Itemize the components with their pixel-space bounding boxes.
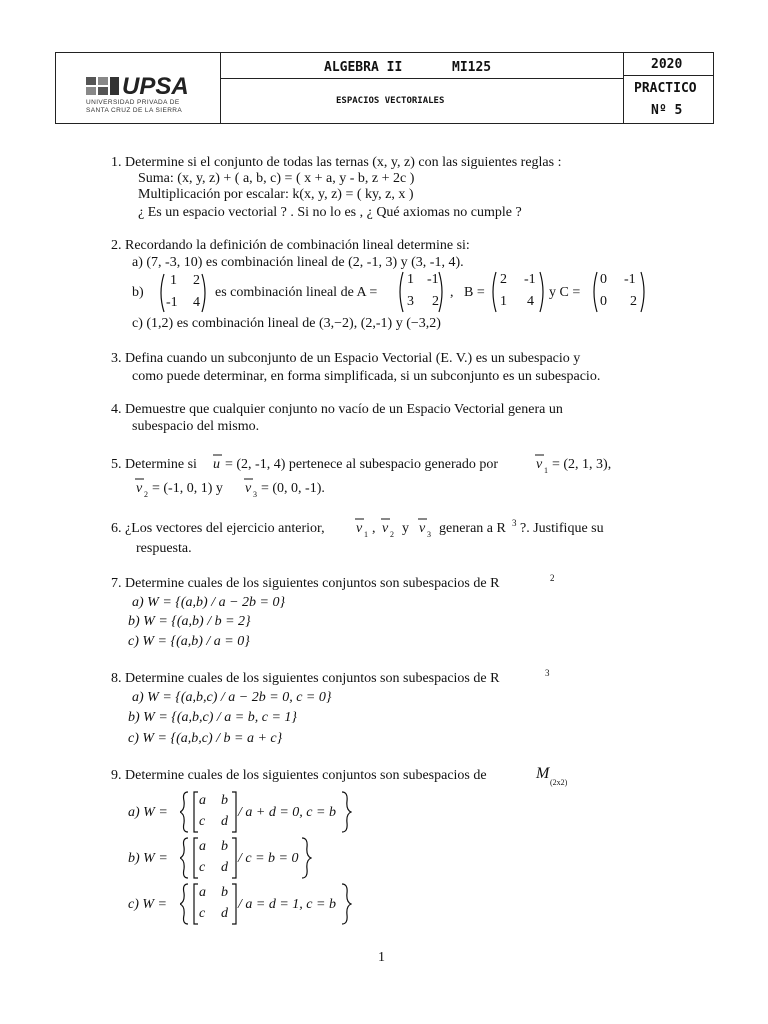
set-brace <box>340 790 352 834</box>
matrix-c-label: y C = <box>549 285 581 300</box>
matrix-entry: c <box>199 860 206 875</box>
matrix-entry: 1 <box>170 273 177 288</box>
logo-subtitle: SANTA CRUZ DE LA SIERRA <box>86 107 183 114</box>
matrix-entry: a <box>199 793 206 808</box>
vector-v: v <box>356 521 363 536</box>
upsa-logo-mark-icon <box>86 75 120 97</box>
matrix-entry: -1 <box>427 272 439 287</box>
q9-line: 9. Determine cuales de los siguientes conjuntos son subespacios de <box>111 768 487 783</box>
q1-line: 1. Determine si el conjunto de todas las ternas (x, y, z) con las siguientes reglas : <box>111 155 562 170</box>
q2-line: 2. Recordando la definición de combinación lineal determine si: <box>111 238 470 253</box>
q8-item: c) W = {(a,b,c) / b = a + c} <box>128 731 283 746</box>
matrix-entry: 2 <box>630 294 637 309</box>
matrix-entry: a <box>199 885 206 900</box>
q7-item: a) W = {(a,b) / a − 2b = 0} <box>132 595 286 610</box>
vector-v: v <box>419 521 426 536</box>
superscript: 3 <box>512 518 517 528</box>
q8-line: 8. Determine cuales de los siguientes conjuntos son subespacios de R <box>111 671 500 686</box>
vector-v: v <box>382 521 389 536</box>
matrix-entry: -1 <box>624 272 636 287</box>
q2-item-c: c) (1,2) es combinación lineal de (3,−2), (2,-1) y (−3,2) <box>132 316 441 331</box>
q9-item-label: c) W = <box>128 897 167 912</box>
logo-text: UPSA <box>122 73 189 100</box>
q6-y: y <box>402 521 409 536</box>
q1-line: ¿ Es un espacio vectorial ? . Si no lo es , ¿ Qué axiomas no cumple ? <box>138 205 522 220</box>
q2-item-b-label: b) <box>132 285 144 300</box>
subscript: 3 <box>427 530 431 539</box>
q3-line: 3. Defina cuando un subconjunto de un Espacio Vectorial (E. V.) es un subespacio y <box>111 351 581 366</box>
course-code: MI125 <box>452 60 492 75</box>
q9-condition: / c = b = 0 <box>238 851 299 866</box>
q5-text: = (2, 1, 3), <box>552 457 612 472</box>
vector-bar <box>244 477 254 481</box>
q7-item: c) W = {(a,b) / a = 0} <box>128 634 250 649</box>
practice-number: Nº 5 <box>651 103 683 118</box>
vector-v: v <box>245 481 252 496</box>
matrix-entry: d <box>221 860 228 875</box>
q9-condition: / a = d = 1, c = b <box>238 897 336 912</box>
q1-line: Multiplicación por escalar: k(x, y, z) = ( ky, z, x ) <box>138 187 414 202</box>
q6-comma: , <box>372 521 376 536</box>
matrix-entry: b <box>221 885 228 900</box>
subscript: 3 <box>253 490 257 499</box>
set-matrix-bracket <box>180 790 240 834</box>
matrix-entry: b <box>221 793 228 808</box>
page-number: 1 <box>378 950 385 965</box>
set-matrix-bracket <box>180 836 240 880</box>
q4-line: 4. Demuestre que cualquier conjunto no vacío de un Espacio Vectorial genera un <box>111 402 563 417</box>
matrix-entry: 1 <box>500 294 507 309</box>
matrix-entry: 3 <box>407 294 414 309</box>
q7-item: b) W = {(a,b) / b = 2} <box>128 614 251 629</box>
subscript: 1 <box>544 466 548 475</box>
q9-item-label: a) W = <box>128 805 168 820</box>
matrix-entry: c <box>199 906 206 921</box>
subscript: 2 <box>144 490 148 499</box>
header-divider <box>623 53 624 123</box>
matrix-entry: 2 <box>193 273 200 288</box>
set-matrix-bracket <box>180 882 240 926</box>
matrix-entry: 1 <box>407 272 414 287</box>
vector-bar <box>355 517 365 521</box>
course-title: ALGEBRA II <box>324 60 403 75</box>
q6-text: generan a R <box>439 521 506 536</box>
q9-item-label: b) W = <box>128 851 168 866</box>
q3-line: como puede determinar, en forma simplificada, si un subconjunto es un subespacio. <box>132 369 601 384</box>
vector-bar <box>535 453 545 457</box>
matrix-entry: -1 <box>166 295 178 310</box>
matrix-entry: 0 <box>600 294 607 309</box>
year: 2020 <box>651 57 683 72</box>
matrix-entry: b <box>221 839 228 854</box>
header-divider <box>220 78 623 79</box>
matrix-separator: , <box>450 285 454 300</box>
q6-line: respuesta. <box>136 541 192 556</box>
vector-bar <box>418 517 428 521</box>
vector-bar <box>381 517 391 521</box>
q8-item: b) W = {(a,b,c) / a = b, c = 1} <box>128 710 298 725</box>
header-box <box>55 52 714 124</box>
vector-bar <box>135 477 145 481</box>
q1-line: Suma: (x, y, z) + ( a, b, c) = ( x + a, y - b, z + 2c ) <box>138 171 415 186</box>
matrix-entry: d <box>221 814 228 829</box>
matrix-entry: c <box>199 814 206 829</box>
matrix-entry: a <box>199 839 206 854</box>
matrix-bracket <box>490 270 546 314</box>
logo-subtitle: UNIVERSIDAD PRIVADA DE <box>86 99 180 106</box>
q6-line: 6. ¿Los vectores del ejercicio anterior, <box>111 521 325 536</box>
set-brace <box>340 882 352 926</box>
superscript: 3 <box>545 668 550 678</box>
q5-line: 5. Determine si <box>111 457 197 472</box>
vector-v: v <box>136 481 143 496</box>
topic-title: ESPACIOS VECTORIALES <box>336 96 445 106</box>
vector-v: v <box>536 457 543 472</box>
upsa-logo <box>86 75 226 115</box>
q4-line: subespacio del mismo. <box>132 419 260 434</box>
q2-item-b-text: es combinación lineal de A = <box>215 285 378 300</box>
subscript: 2 <box>390 530 394 539</box>
header-divider <box>623 75 713 76</box>
matrix-b-label: B = <box>464 285 485 300</box>
vector-u: u <box>213 457 220 472</box>
q7-line: 7. Determine cuales de los siguientes conjuntos son subespacios de R <box>111 576 500 591</box>
practice-label: PRACTICO <box>634 81 697 96</box>
superscript: 2 <box>550 573 555 583</box>
q2-item-a: a) (7, -3, 10) es combinación lineal de (2, -1, 3) y (3, -1, 4). <box>132 255 464 270</box>
q5-text: = (-1, 0, 1) y <box>152 481 223 496</box>
matrix-space-symbol: M <box>536 765 550 782</box>
matrix-entry: d <box>221 906 228 921</box>
matrix-entry: 0 <box>600 272 607 287</box>
matrix-entry: 2 <box>432 294 439 309</box>
matrix-entry: 4 <box>193 295 200 310</box>
subscript: 1 <box>364 530 368 539</box>
matrix-entry: 2 <box>500 272 507 287</box>
subscript: (2x2) <box>550 778 568 787</box>
q9-condition: / a + d = 0, c = b <box>238 805 336 820</box>
vector-bar <box>213 453 223 457</box>
set-brace <box>300 836 312 880</box>
q6-text: ?. Justifique su <box>520 521 604 536</box>
q8-item: a) W = {(a,b,c) / a − 2b = 0, c = 0} <box>132 690 332 705</box>
q5-text: = (0, 0, -1). <box>261 481 325 496</box>
matrix-entry: -1 <box>524 272 536 287</box>
matrix-entry: 4 <box>527 294 534 309</box>
q5-text: = (2, -1, 4) pertenece al subespacio generado por <box>225 457 498 472</box>
